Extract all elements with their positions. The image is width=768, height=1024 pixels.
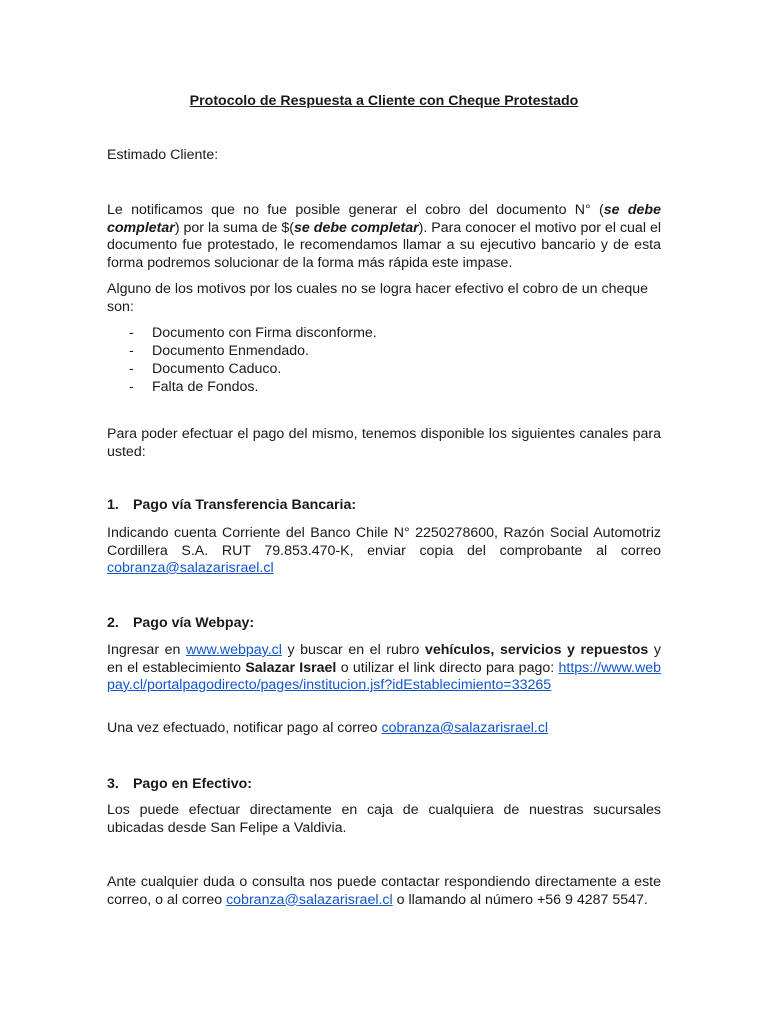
- reason-label: Falta de Fondos.: [152, 379, 259, 395]
- bullet-dash: -: [129, 343, 134, 359]
- reasons-list: [107, 325, 377, 397]
- closing-text-2: o llamando al número +56 9 4287 5547.: [392, 891, 648, 908]
- section-2-text-4: o utilizar el link directo para pago:: [336, 659, 559, 676]
- section-2-number: 2.: [107, 615, 119, 631]
- section-3-heading: [107, 776, 252, 794]
- reason-label: Documento Enmendado.: [152, 343, 309, 359]
- section-1-heading: [107, 497, 356, 515]
- webpay-link[interactable]: www.webpay.cl: [185, 642, 282, 658]
- list-item: [107, 343, 377, 361]
- closing-paragraph: [107, 874, 661, 909]
- list-item: [107, 379, 377, 397]
- section-1-text: [107, 525, 661, 578]
- rubro-label: vehículos, servicios y repuestos: [424, 642, 649, 658]
- placeholder-document-number: se debe completar: [107, 202, 661, 236]
- section-2-text-2: y buscar en el rubro: [281, 642, 425, 658]
- document-title: Protocolo de Respuesta a Cliente con Cheque Protestado: [189, 93, 579, 109]
- email-link[interactable]: cobranza@salazarisrael.cl: [107, 560, 274, 576]
- para1-text-1: Le notificamos que no fue posible generar el cobro del documento N° (: [107, 202, 604, 218]
- section-3-title: Pago en Efectivo:: [132, 776, 252, 792]
- payment-channels-intro: Para poder efectuar el pago del mismo, tenemos disponible los siguientes canales para usted:: [107, 426, 661, 460]
- section-1-body: Indicando cuenta Corriente del Banco Chile N° 2250278600, Razón Social Automotriz Cordillera S.A. RUT 79.853.470-K, enviar copia del comprobante al correo: [107, 525, 661, 559]
- section-3-number: 3.: [107, 776, 119, 792]
- section-2-heading: [107, 615, 254, 633]
- reason-label: Documento Caduco.: [152, 361, 282, 377]
- bullet-dash: -: [129, 325, 134, 341]
- email-link[interactable]: cobranza@salazarisrael.cl: [381, 720, 549, 736]
- para1-text-2: ) por la suma de $(: [174, 219, 295, 236]
- list-item: [107, 361, 377, 379]
- para1-text-3: ). Para conocer el motivo por el cual el documento fue protestado, le recomendamos llamar a su ejecutivo bancario y de esta forma podremos solucionar de la forma más rápida este impase.: [107, 219, 661, 271]
- bullet-dash: -: [129, 379, 134, 395]
- section-1-number: 1.: [107, 497, 119, 513]
- email-link[interactable]: cobranza@salazarisrael.cl: [226, 891, 393, 908]
- section-1-title: Pago vía Transferencia Bancaria:: [132, 497, 357, 513]
- section-2-text: [107, 642, 661, 695]
- list-item: [107, 325, 377, 343]
- section-2-text-3: y en el establecimiento: [107, 642, 661, 676]
- greeting: Estimado Cliente:: [107, 147, 219, 163]
- reasons-intro: Alguno de los motivos por los cuales no se logra hacer efectivo el cobro de un cheque son:: [107, 281, 649, 315]
- bullet-dash: -: [129, 361, 134, 377]
- closing-text-1: Ante cualquier duda o consulta nos puede contactar respondiendo directamente a este correo, o al correo: [107, 874, 661, 908]
- reason-label: Documento con Firma disconforme.: [152, 325, 377, 341]
- section-2-text-1: Ingresar en: [107, 642, 186, 658]
- notify-text: Una vez efectuado, notificar pago al correo: [107, 720, 382, 736]
- direct-payment-link[interactable]: https://www.webpay.cl/portalpagodirecto/pages/institucion.jsf?idEstablecimiento=33265: [107, 659, 662, 693]
- notification-paragraph: [107, 202, 661, 272]
- section-2-title: Pago vía Webpay:: [132, 615, 255, 631]
- placeholder-amount: se debe completar: [294, 219, 419, 236]
- section-3-text: Los puede efectuar directamente en caja de cualquiera de nuestras sucursales ubicadas desde San Felipe a Valdivia.: [107, 802, 661, 836]
- section-2-notify: [107, 720, 661, 738]
- establishment-label: Salazar Israel: [245, 659, 337, 676]
